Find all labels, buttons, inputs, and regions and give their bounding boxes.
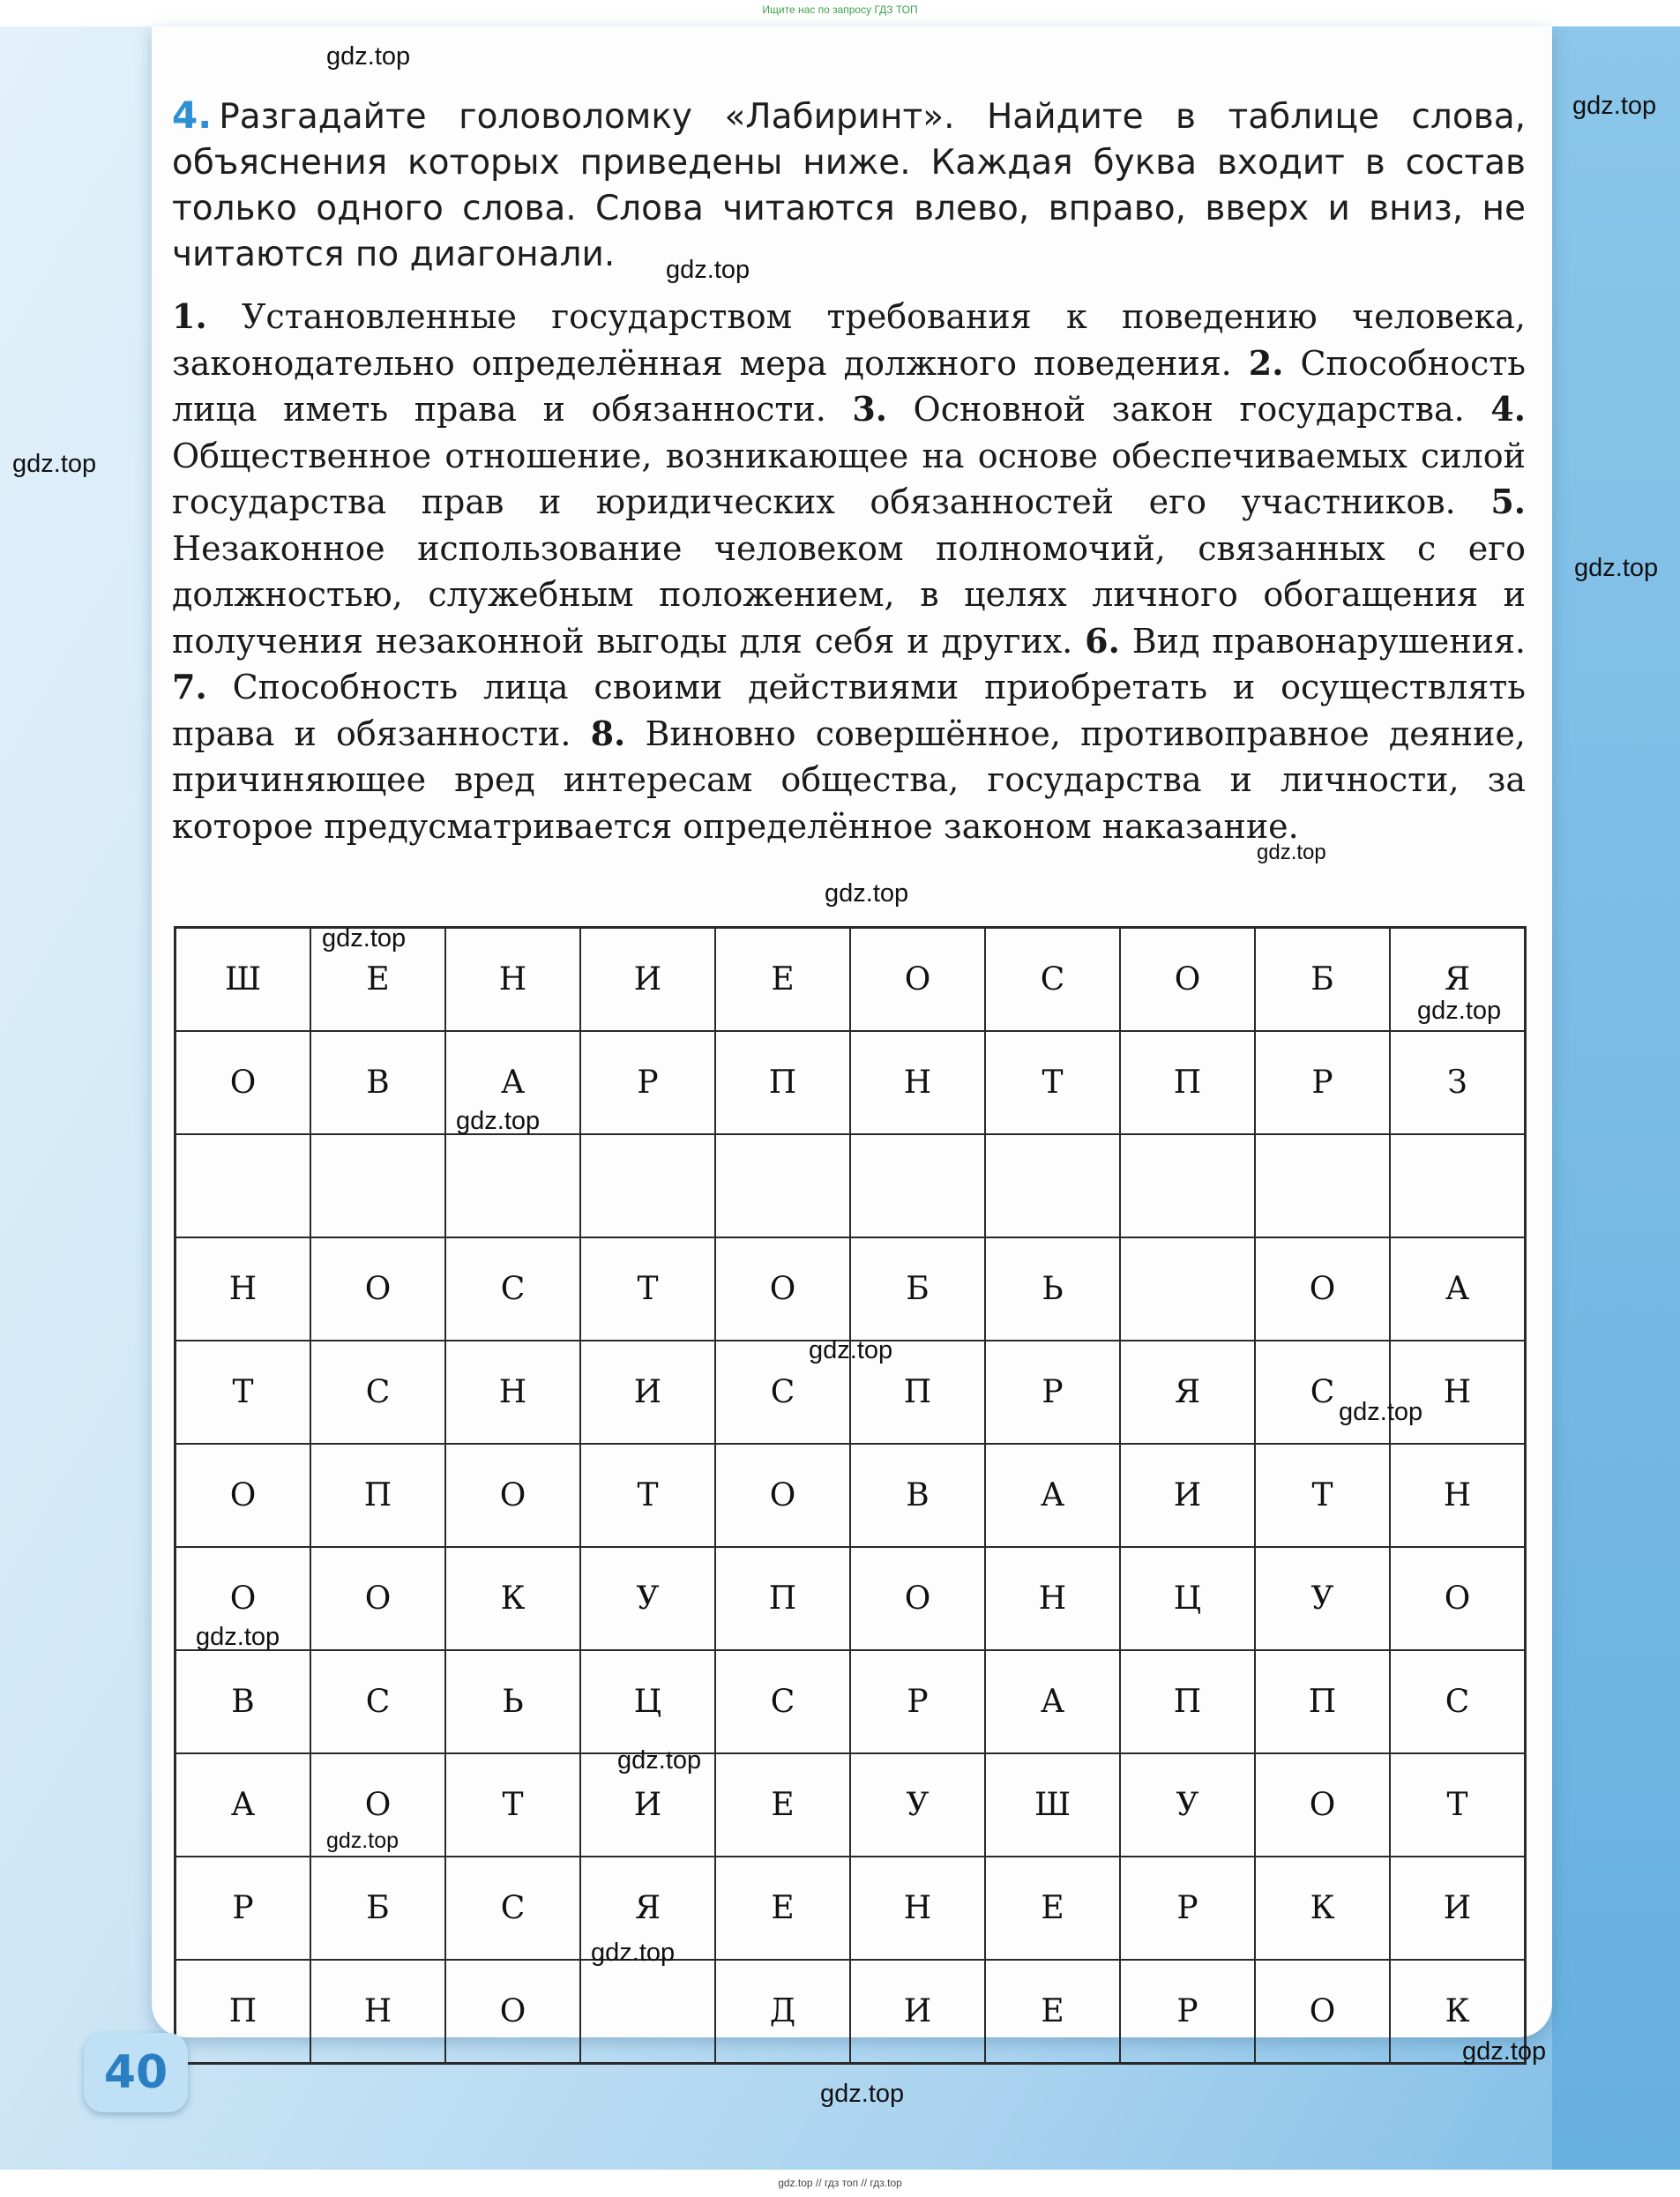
grid-cell: Я — [1120, 1341, 1255, 1444]
definition-number: 1. — [172, 296, 207, 336]
grid-cell: Е — [715, 1857, 850, 1960]
definition-number: 2. — [1248, 342, 1284, 383]
grid-cell: П — [850, 1341, 985, 1444]
grid-cell: С — [445, 1237, 580, 1341]
grid-cell — [445, 1134, 580, 1237]
grid-cell: Р — [580, 1031, 715, 1134]
grid-cell: Ц — [1120, 1547, 1255, 1650]
grid-row — [175, 1237, 1526, 1341]
grid-cell: Е — [715, 1753, 850, 1857]
grid-cell: О — [1120, 928, 1255, 1032]
grid-cell: А — [985, 1650, 1120, 1753]
grid-cell: Н — [985, 1547, 1120, 1650]
grid-cell — [850, 1134, 985, 1237]
grid-cell — [175, 1134, 311, 1237]
grid-cell: О — [850, 1547, 985, 1650]
definitions-list — [172, 294, 1526, 849]
grid-cell: Т — [1255, 1444, 1390, 1547]
grid-cell: О — [310, 1547, 445, 1650]
grid-cell — [1120, 1134, 1255, 1237]
grid-cell: С — [985, 928, 1120, 1032]
grid-cell: А — [1390, 1237, 1526, 1341]
watermark: gdz.top — [326, 42, 411, 71]
definition-text: Вид правонарушения. — [1131, 621, 1526, 661]
grid-cell — [310, 1134, 445, 1237]
watermark: gdz.top — [1462, 2037, 1547, 2066]
grid-cell: П — [1255, 1650, 1390, 1753]
grid-cell: О — [175, 1444, 311, 1547]
grid-cell: Т — [580, 1237, 715, 1341]
grid-cell: О — [1255, 1237, 1390, 1341]
grid-cell: Б — [850, 1237, 985, 1341]
grid-cell: К — [1390, 1960, 1526, 2064]
grid-cell: Т — [175, 1341, 311, 1444]
definition-number: 3. — [852, 389, 888, 429]
watermark: gdz.top — [617, 1746, 702, 1775]
grid-cell: Ш — [175, 928, 311, 1032]
grid-cell: Б — [310, 1857, 445, 1960]
grid-cell: Е — [985, 1857, 1120, 1960]
grid-cell: Ц — [580, 1650, 715, 1753]
grid-cell: И — [580, 928, 715, 1032]
grid-row — [175, 1444, 1526, 1547]
watermark: gdz.top — [1257, 841, 1326, 864]
grid-cell: З — [1390, 1031, 1526, 1134]
definition-text: Общественное отношение, возникающее на основе обеспечиваемых силой государства прав и юридических обязанностей его участников. — [172, 436, 1526, 521]
grid-cell: Т — [445, 1753, 580, 1857]
grid-cell: О — [175, 1547, 311, 1650]
grid-cell: О — [715, 1237, 850, 1341]
grid-cell: А — [985, 1444, 1120, 1547]
definition-number: 8. — [590, 713, 626, 753]
grid-cell: И — [580, 1753, 715, 1857]
grid-cell: К — [445, 1547, 580, 1650]
grid-cell: Е — [715, 928, 850, 1032]
grid-cell: О — [445, 1960, 580, 2064]
grid-cell: В — [850, 1444, 985, 1547]
grid-cell — [580, 1960, 715, 2064]
top-banner: Ищите нас по запросу ГДЗ ТОП — [762, 4, 918, 16]
grid-cell — [1120, 1237, 1255, 1341]
grid-cell: О — [1390, 1547, 1526, 1650]
watermark: gdz.top — [326, 1828, 399, 1853]
grid-cell: Я — [1390, 928, 1526, 1032]
watermark: gdz.top — [825, 879, 909, 908]
definition-text: Основной закон государства. — [913, 390, 1465, 429]
definition-number: 6. — [1085, 620, 1120, 661]
grid-cell: У — [1255, 1547, 1390, 1650]
definition-text: Способность лица иметь права и обязанности. — [172, 343, 1526, 429]
watermark: gdz.top — [322, 924, 407, 953]
grid-cell: О — [445, 1444, 580, 1547]
bottom-banner: gdz.top // гдз топ // гдз.top — [778, 2177, 902, 2189]
grid-cell: Т — [1390, 1753, 1526, 1857]
watermark: gdz.top — [809, 1336, 893, 1364]
definition-number: 4. — [1490, 389, 1526, 429]
grid-row — [175, 1547, 1526, 1650]
grid-cell: Р — [985, 1341, 1120, 1444]
grid-cell: Н — [310, 1960, 445, 2064]
definition-text: Установленные государством требования к поведению человека, законодательно определённая мера должного поведения. — [172, 297, 1526, 383]
grid-cell: О — [1255, 1753, 1390, 1857]
watermark: gdz.top — [820, 2080, 905, 2108]
grid-cell: И — [1390, 1857, 1526, 1960]
grid-cell: В — [175, 1650, 311, 1753]
watermark: gdz.top — [456, 1107, 541, 1135]
grid-cell: Д — [715, 1960, 850, 2064]
grid-cell: Т — [985, 1031, 1120, 1134]
grid-cell: И — [850, 1960, 985, 2064]
grid-cell: С — [445, 1857, 580, 1960]
grid-cell: Н — [445, 928, 580, 1032]
watermark: gdz.top — [1572, 92, 1657, 120]
grid-cell: С — [310, 1341, 445, 1444]
grid-cell — [985, 1134, 1120, 1237]
grid-cell — [580, 1134, 715, 1237]
grid-cell: А — [445, 1031, 580, 1134]
grid-cell: У — [850, 1753, 985, 1857]
grid-cell: Б — [1255, 928, 1390, 1032]
grid-cell: Р — [1120, 1960, 1255, 2064]
grid-cell: О — [310, 1753, 445, 1857]
grid-cell: Н — [850, 1857, 985, 1960]
watermark: gdz.top — [666, 256, 750, 284]
grid-cell: Е — [985, 1960, 1120, 2064]
grid-cell: П — [310, 1444, 445, 1547]
grid-cell: Я — [580, 1857, 715, 1960]
grid-cell: О — [175, 1031, 311, 1134]
grid-cell: О — [310, 1237, 445, 1341]
grid-cell: Н — [850, 1031, 985, 1134]
grid-cell: О — [850, 928, 985, 1032]
definition-text: Незаконное использование человеком полномочий, связанных с его должностью, служебным положением, в целях личного обогащения и получения незаконной выгоды для себя и других. — [172, 528, 1526, 661]
grid-cell: С — [715, 1650, 850, 1753]
grid-cell — [715, 1134, 850, 1237]
grid-cell: П — [1120, 1650, 1255, 1753]
grid-cell: Н — [445, 1341, 580, 1444]
grid-cell: Р — [175, 1857, 311, 1960]
page-edge-strip — [1552, 26, 1680, 2170]
watermark: gdz.top — [1574, 554, 1659, 582]
grid-cell: К — [1255, 1857, 1390, 1960]
definition-number: 7. — [172, 667, 207, 706]
grid-cell: У — [580, 1547, 715, 1650]
grid-cell: П — [715, 1547, 850, 1650]
grid-cell: А — [175, 1753, 311, 1857]
grid-cell: С — [310, 1650, 445, 1753]
definition-number: 5. — [1490, 482, 1526, 521]
watermark: gdz.top — [1339, 1398, 1423, 1426]
watermark: gdz.top — [591, 1939, 676, 1967]
definition-text: Способность лица своими действиями приобретать и осуществлять права и обязанности. — [172, 668, 1526, 753]
grid-cell: Р — [1255, 1031, 1390, 1134]
grid-cell: С — [1390, 1650, 1526, 1753]
grid-cell: Р — [850, 1650, 985, 1753]
grid-cell — [1390, 1134, 1526, 1237]
definition-text: Виновно совершённое, противоправное деяние, причиняющее вред интересам общества, государства и личности, за которое предусматривается определённое законом наказание. — [172, 714, 1526, 846]
grid-cell: С — [1255, 1341, 1390, 1444]
grid-cell: П — [1120, 1031, 1255, 1134]
watermark: gdz.top — [12, 450, 97, 478]
grid-cell: Ь — [985, 1237, 1120, 1341]
task-instruction — [172, 93, 1526, 278]
task-number: 4. — [172, 93, 213, 137]
grid-row — [175, 1031, 1526, 1134]
grid-cell: Н — [175, 1237, 311, 1341]
grid-cell: Ш — [985, 1753, 1120, 1857]
grid-cell: Ь — [445, 1650, 580, 1753]
grid-cell: П — [715, 1031, 850, 1134]
grid-cell: И — [580, 1341, 715, 1444]
grid-cell: О — [1255, 1960, 1390, 2064]
grid-cell: Т — [580, 1444, 715, 1547]
watermark: gdz.top — [1417, 997, 1502, 1025]
page-number: 40 — [84, 2033, 188, 2112]
grid-row — [175, 1857, 1526, 1960]
grid-cell — [1255, 1134, 1390, 1237]
labyrinth-grid — [174, 926, 1527, 2065]
grid-cell: Е — [310, 928, 445, 1032]
grid-row — [175, 1134, 1526, 1237]
grid-cell: С — [715, 1341, 850, 1444]
grid-cell: Н — [1390, 1341, 1526, 1444]
grid-cell: Р — [1120, 1857, 1255, 1960]
grid-cell: В — [310, 1031, 445, 1134]
grid-cell: П — [175, 1960, 311, 2064]
grid-cell: У — [1120, 1753, 1255, 1857]
grid-cell: О — [715, 1444, 850, 1547]
grid-cell: И — [1120, 1444, 1255, 1547]
watermark: gdz.top — [196, 1623, 280, 1651]
grid-row — [175, 1960, 1526, 2064]
task-text: Разгадайте головоломку «Лабиринт». Найдите в таблице слова, объяснения которых приведены ниже. Каждая буква входит в состав только одного слова. Слова читаются влево, вправо, вверх и вниз, не читаются по диагонали. — [172, 97, 1526, 274]
grid-cell: Н — [1390, 1444, 1526, 1547]
grid-row — [175, 1650, 1526, 1753]
